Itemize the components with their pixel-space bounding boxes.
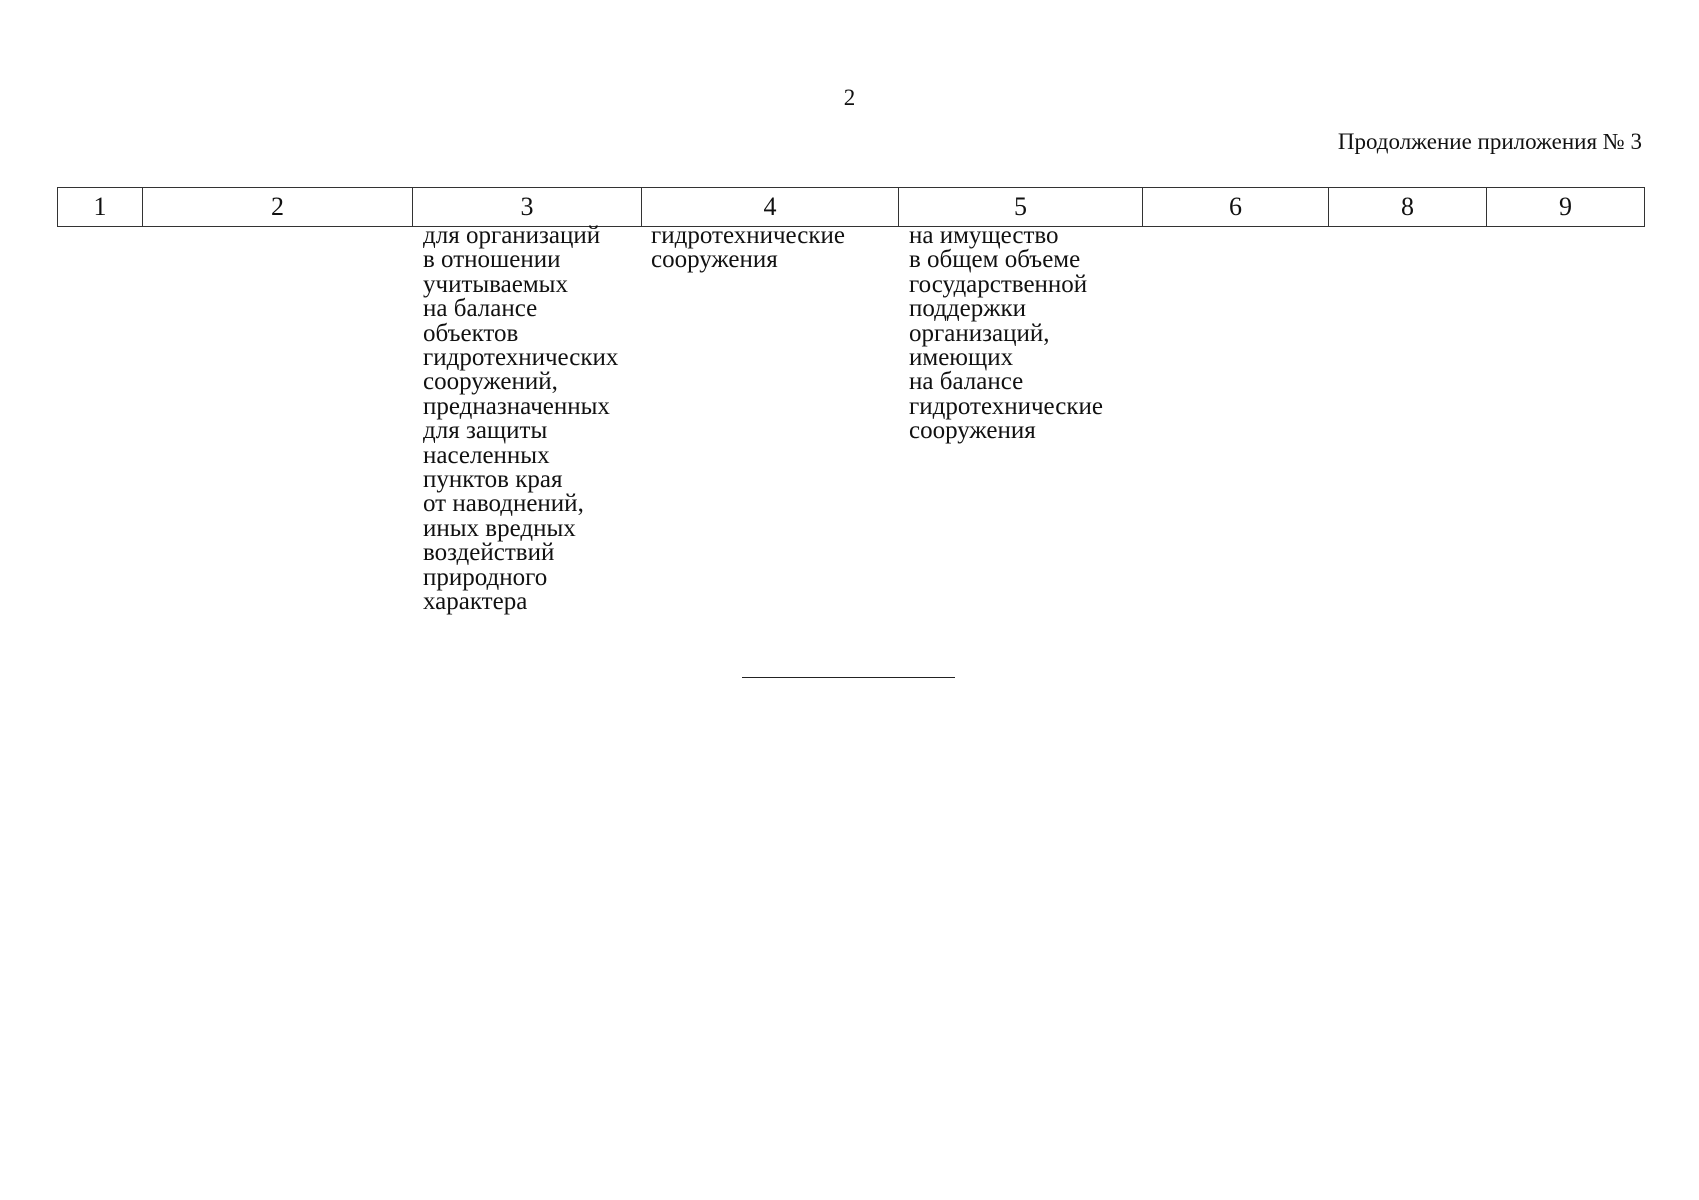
header-row — [58, 188, 1645, 227]
header-cell-9: 9 — [1487, 188, 1645, 227]
table-cell-col5: на имущество в общем объеме государственной поддержки организаций, имеющих на балансе гидротехнические сооружения — [909, 222, 1103, 445]
column-number-header-table — [57, 187, 1645, 227]
header-cell-3: 3 — [413, 188, 642, 227]
table-cell-col3: для организаций в отношении учитываемых на балансе объектов гидротехнических сооружений, предназначенных для защиты населенных пунктов края от наводнений, иных вредных воздействий природного характера — [423, 222, 619, 616]
table-cell-col4: гидротехнические сооружения — [651, 222, 845, 274]
header-cell-4: 4 — [642, 188, 899, 227]
page-number: 2 — [843, 85, 856, 110]
appendix-continuation-label: Продолжение приложения № 3 — [1337, 129, 1642, 154]
header-cell-6: 6 — [1143, 188, 1329, 227]
header-cell-1: 1 — [58, 188, 143, 227]
header-cell-8: 8 — [1329, 188, 1487, 227]
header-cell-5: 5 — [899, 188, 1143, 227]
end-of-document-rule — [742, 677, 955, 678]
header-cell-2: 2 — [143, 188, 413, 227]
